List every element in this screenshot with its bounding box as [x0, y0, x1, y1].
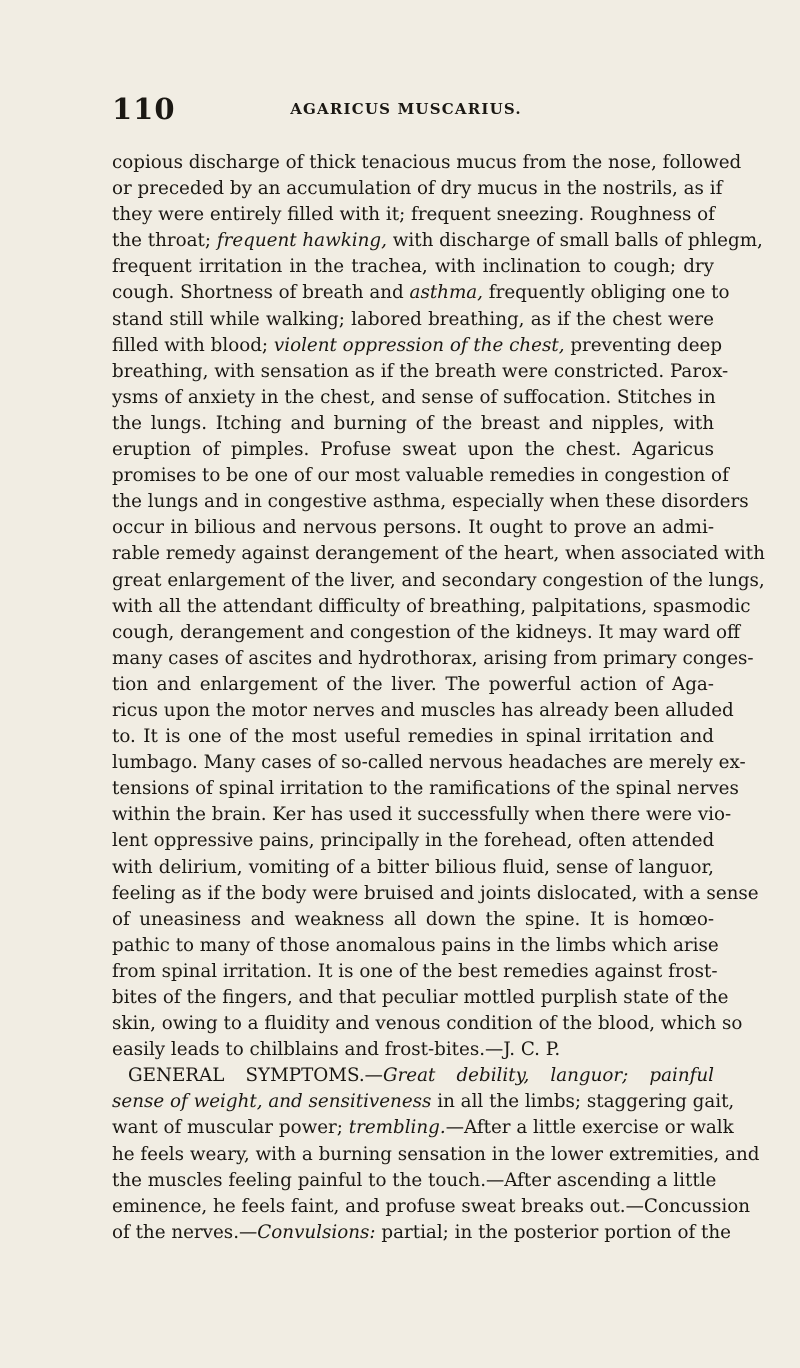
text-segment: he feels weary, with a burning sensation in the lower extremities, and: [112, 1143, 760, 1165]
running-title: AGARICUS MUSCARIUS.: [290, 100, 522, 118]
text-segment: preventing deep: [564, 334, 723, 356]
page-number: 110: [112, 92, 176, 126]
italic-text: Convulsions:: [257, 1221, 376, 1243]
text-line: [112, 202, 714, 228]
text-segment: great enlargement of the liver, and secondary congestion of the lungs,: [112, 569, 765, 591]
text-segment: GENERAL SYMPTOMS.—: [128, 1065, 383, 1087]
text-line: [112, 620, 740, 646]
text-segment: feeling as if the body were bruised and joints dislocated, with a sense: [112, 882, 759, 904]
italic-text: asthma,: [409, 282, 483, 304]
text-segment: stand still while walking; labored breathing, as if the chest were: [112, 308, 714, 330]
text-line: [112, 776, 739, 802]
text-segment: ricus upon the motor nerves and muscles has already been alluded: [112, 699, 734, 721]
text-segment: to. It is one of the most useful remedies in spinal irritation and: [112, 726, 714, 748]
italic-text: violent oppression of the chest,: [273, 334, 565, 356]
text-line: [112, 750, 746, 776]
text-segment: rable remedy against derangement of the heart, when associated with: [112, 543, 765, 565]
text-segment: copious discharge of thick tenacious mucus from the nose, followed: [112, 152, 742, 173]
text-segment: the lungs and in congestive asthma, especially when these disorders: [112, 491, 749, 513]
text-line: [112, 959, 718, 985]
text-segment: —After a little exercise or walk: [445, 1117, 734, 1139]
text-line: [112, 1142, 760, 1168]
text-segment: promises to be one of our most valuable remedies in congestion of: [112, 465, 729, 487]
text-line: [112, 307, 714, 333]
text-segment: they were entirely filled with it; frequent sneezing. Roughness of: [112, 204, 715, 226]
text-line: [112, 541, 765, 567]
text-segment: frequently obliging one to: [483, 282, 730, 304]
text-line: [112, 672, 714, 698]
text-segment: eruption of pimples. Profuse sweat upon the chest. Agaricus: [112, 439, 714, 461]
italic-text: Great debility, languor; painful: [382, 1065, 714, 1087]
text-segment: ysms of anxiety in the chest, and sense of suffocation. Stitches in: [112, 386, 716, 408]
text-segment: tensions of spinal irritation to the ramifications of the spinal nerves: [112, 778, 739, 800]
text-segment: within the brain. Ker has used it successfully when there were vio-: [112, 804, 732, 826]
text-line: [112, 1168, 717, 1194]
text-segment: of the nerves.—: [112, 1221, 258, 1243]
italic-text: trembling.: [348, 1117, 446, 1139]
text-segment: filled with blood;: [112, 334, 274, 356]
text-segment: eminence, he feels faint, and profuse sweat breaks out.—Concussion: [112, 1195, 751, 1217]
text-segment: cough, derangement and congestion of the kidneys. It may ward off: [112, 621, 740, 643]
text-line: [112, 1089, 735, 1115]
text-line: [112, 724, 714, 750]
text-line: [112, 802, 732, 828]
text-line: [112, 359, 729, 385]
text-line: [112, 463, 729, 489]
text-line: [112, 855, 714, 881]
text-line: [112, 594, 751, 620]
text-line: [112, 385, 714, 411]
text-segment: want of muscular power;: [112, 1117, 349, 1139]
text-segment: with delirium, vomiting of a bitter bilious fluid, sense of languor,: [112, 856, 714, 878]
text-line: [112, 1220, 731, 1246]
text-line: [112, 933, 719, 959]
text-line: [112, 646, 754, 672]
text-line: [112, 437, 714, 463]
text-line: [112, 1063, 714, 1089]
text-segment: pathic to many of those anomalous pains in the limbs which arise: [112, 934, 719, 956]
text-segment: the muscles feeling painful to the touch.—After ascending a little: [112, 1169, 717, 1191]
text-segment: in all the limbs; staggering gait,: [431, 1091, 735, 1113]
italic-text: sense of weight, and sensitiveness: [112, 1091, 432, 1113]
text-line: [112, 228, 763, 254]
page-header: [112, 92, 700, 132]
text-line: [112, 881, 759, 907]
text-segment: lumbago. Many cases of so-called nervous headaches are merely ex-: [112, 752, 746, 774]
text-segment: lent oppressive pains, principally in the forehead, often attended: [112, 830, 715, 852]
text-line: [112, 254, 714, 280]
text-segment: from spinal irritation. It is one of the best remedies against frost-: [112, 960, 718, 982]
text-segment: skin, owing to a fluidity and venous condition of the blood, which so: [112, 1013, 743, 1035]
text-line: [112, 568, 765, 594]
text-segment: with all the attendant difficulty of breathing, palpitations, spasmodic: [112, 595, 751, 617]
text-line: [112, 150, 742, 176]
text-line: [112, 411, 714, 437]
italic-text: frequent hawking,: [216, 230, 387, 252]
text-line: [112, 515, 714, 541]
text-line: [112, 280, 730, 306]
text-segment: many cases of ascites and hydrothorax, arising from primary conges-: [112, 647, 754, 669]
text-segment: of uneasiness and weakness all down the spine. It is homœo-: [112, 908, 714, 930]
text-segment: the lungs. Itching and burning of the breast and nipples, with: [112, 412, 714, 434]
body-text: [112, 150, 765, 1246]
text-line: [112, 828, 714, 854]
text-segment: breathing, with sensation as if the breath were constricted. Parox-: [112, 360, 729, 382]
text-segment: occur in bilious and nervous persons. It ought to prove an admi-: [112, 517, 714, 539]
text-segment: or preceded by an accumulation of dry mucus in the nostrils, as if: [112, 178, 723, 200]
text-segment: the throat;: [112, 230, 217, 252]
text-line: [112, 1037, 714, 1063]
text-segment: tion and enlargement of the liver. The powerful action of Aga-: [112, 673, 714, 695]
text-segment: frequent irritation in the trachea, with inclination to cough; dry: [112, 256, 714, 278]
text-segment: easily leads to chilblains and frost-bites.—J. C. P.: [112, 1039, 561, 1061]
text-line: [112, 985, 729, 1011]
text-line: [112, 333, 723, 359]
text-segment: cough. Shortness of breath and: [112, 282, 410, 304]
text-segment: partial; in the posterior portion of the: [375, 1221, 731, 1243]
text-line: [112, 1011, 743, 1037]
text-line: [112, 1115, 734, 1141]
text-line: [112, 1194, 751, 1220]
text-line: [112, 176, 723, 202]
text-segment: bites of the fingers, and that peculiar mottled purplish state of the: [112, 987, 729, 1008]
text-line: [112, 698, 734, 724]
text-line: [112, 907, 714, 933]
text-line: [112, 489, 749, 515]
text-segment: with discharge of small balls of phlegm,: [386, 230, 763, 252]
